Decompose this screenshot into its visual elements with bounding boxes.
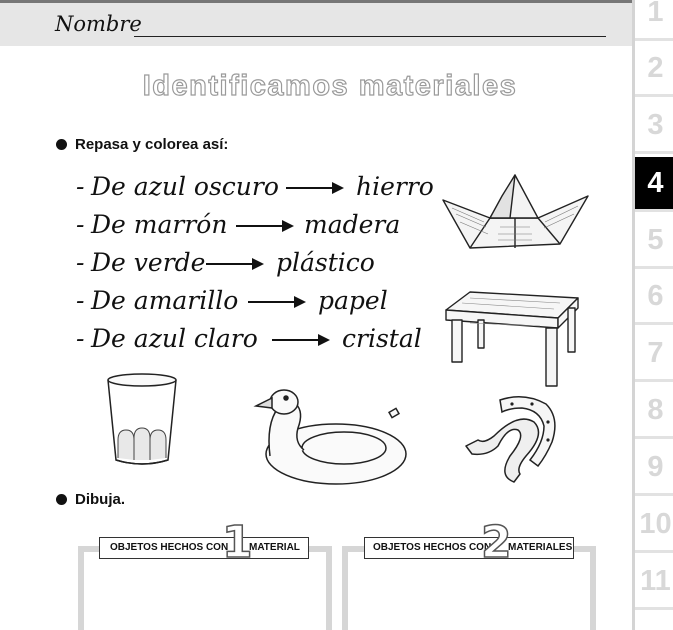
- box-label-text: OBJETOS HECHOS CON: [110, 542, 229, 553]
- arrow-icon: [272, 339, 328, 341]
- instruction-color: [56, 136, 228, 153]
- bullet-icon: [56, 139, 67, 150]
- color-row-dash: -: [76, 210, 85, 239]
- color-row-color: De amarillo: [91, 286, 239, 315]
- color-row-dash: -: [76, 248, 85, 277]
- instruction-draw-text: Dibuja.: [75, 491, 126, 508]
- box-label-text: OBJETOS HECHOS CON: [373, 542, 492, 553]
- color-row-dash: -: [76, 286, 85, 315]
- page-title: Identificamos materiales: [142, 70, 518, 102]
- box-label-text: MATERIAL: [249, 542, 300, 553]
- paper-boat-drawing: [440, 172, 592, 256]
- color-row-material: cristal: [342, 324, 422, 353]
- box-number: 2: [481, 517, 512, 568]
- arrow-icon: [286, 187, 342, 189]
- tab-7[interactable]: 7: [635, 327, 673, 382]
- tab-3[interactable]: 3: [635, 99, 673, 154]
- draw-box-two-label: [364, 517, 574, 568]
- color-row-color: De azul oscuro: [91, 172, 279, 201]
- tab-4[interactable]: 4: [635, 157, 673, 212]
- color-row-color: De azul claro: [91, 324, 258, 353]
- box-label-text: MATERIALES: [508, 542, 573, 553]
- name-write-line: [134, 36, 606, 37]
- color-row: [76, 324, 436, 360]
- tab-8[interactable]: 8: [635, 384, 673, 439]
- tab-6[interactable]: 6: [635, 270, 673, 325]
- instruction-draw: [56, 491, 125, 508]
- glass-drawing: [104, 372, 180, 468]
- tab-9[interactable]: 9: [635, 441, 673, 496]
- header-bar: [0, 0, 632, 46]
- color-row: [76, 286, 436, 322]
- instruction-color-text: Repasa y colorea así:: [75, 136, 229, 153]
- bullet-icon: [56, 494, 67, 505]
- horseshoe-drawing: [460, 390, 564, 486]
- color-row-material: madera: [304, 210, 401, 239]
- name-label: Nombre: [55, 12, 142, 36]
- arrow-icon: [236, 225, 292, 227]
- color-row-dash: -: [76, 324, 85, 353]
- color-row-color: De marrón: [91, 210, 228, 239]
- arrow-icon: [206, 263, 262, 265]
- box-number: 1: [222, 517, 253, 568]
- color-row: [76, 210, 436, 246]
- tab-2[interactable]: 2: [635, 42, 673, 97]
- color-row: [76, 172, 436, 208]
- tab-5[interactable]: 5: [635, 214, 673, 269]
- tab-11[interactable]: 11: [635, 555, 673, 610]
- draw-box-one-label: [99, 517, 309, 568]
- tab-10[interactable]: 10: [635, 498, 673, 553]
- wooden-table-drawing: [440, 290, 580, 390]
- arrow-icon: [248, 301, 304, 303]
- color-row-material: papel: [318, 286, 388, 315]
- tab-1[interactable]: 1: [635, 0, 673, 41]
- duck-swim-ring-drawing: [248, 384, 408, 488]
- color-row: [76, 248, 436, 284]
- color-row-material: plástico: [276, 248, 375, 277]
- color-row-dash: -: [76, 172, 85, 201]
- color-row-color: De verde: [91, 248, 206, 277]
- color-row-material: hierro: [356, 172, 434, 201]
